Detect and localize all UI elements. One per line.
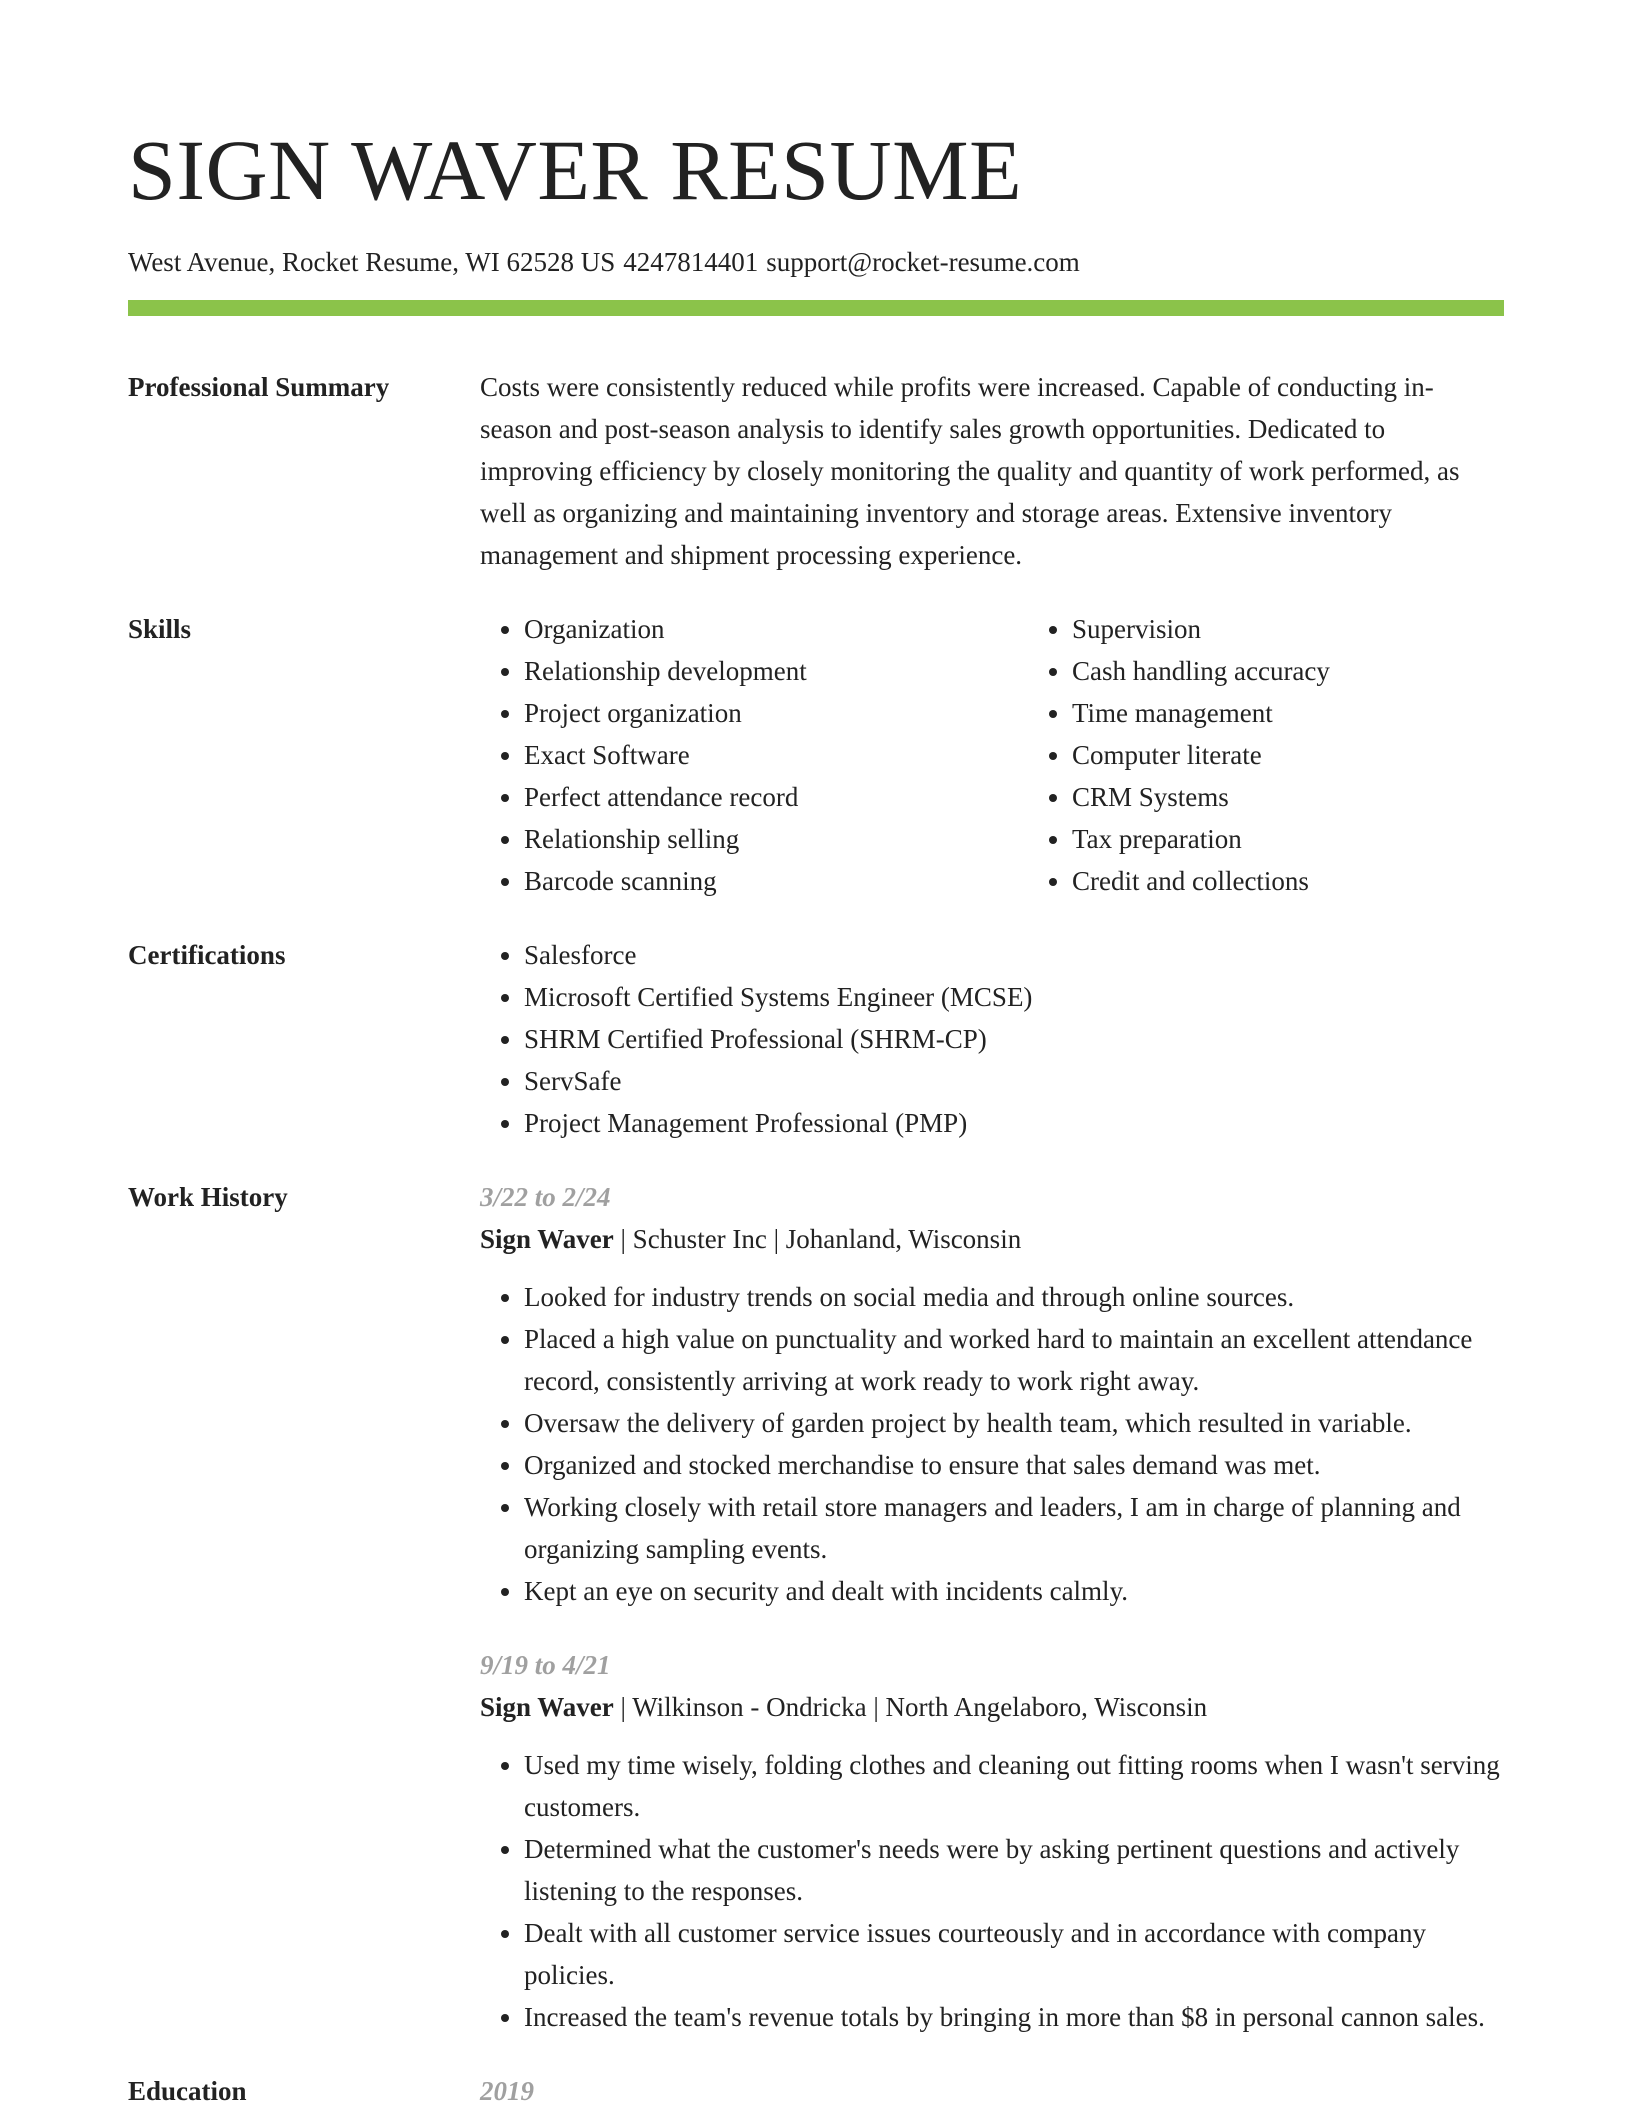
certification-item: • SHRM Certified Professional (SHRM-CP) [524,1018,1504,1060]
job-bullet: • Looked for industry trends on social media and through online sources. [524,1276,1504,1318]
job-header [480,1686,1504,1728]
contact-email: support@rocket-resume.com [766,247,1080,277]
skill-item: • Cash handling accuracy [1072,650,1576,692]
skills-list-left [480,608,1028,902]
job-bullet: • Working closely with retail store managers and leaders, I am in charge of planning and organizing sampling events. [524,1486,1504,1570]
skill-item: • Organization [524,608,1028,650]
job-entry [480,1176,1504,1612]
contact-line [128,244,1504,280]
work-history-section [128,1176,1504,2038]
work-history-heading: Work History [128,1182,288,1212]
certifications-section [128,934,1504,1144]
job-entry [480,1644,1504,2038]
education-date: 2019 [480,2076,534,2106]
certification-item: • Salesforce [524,934,1504,976]
education-heading: Education [128,2076,247,2106]
certification-item: • Microsoft Certified Systems Engineer (MCSE) [524,976,1504,1018]
job-bullet: • Kept an eye on security and dealt with incidents calmly. [524,1570,1504,1612]
skill-item: • Project organization [524,692,1028,734]
job-bullet: • Oversaw the delivery of garden project by health team, which resulted in variable. [524,1402,1504,1444]
job-dates: 3/22 to 2/24 [480,1182,611,1212]
skills-list-right [1028,608,1576,902]
skill-item: • Perfect attendance record [524,776,1028,818]
resume-title: SIGN WAVER RESUME [128,122,1023,218]
skill-item: • Credit and collections [1072,860,1576,902]
certification-item: • Project Management Professional (PMP) [524,1102,1504,1144]
resume-page [128,0,1504,2112]
skills-section [128,608,1504,902]
summary-text: Costs were consistently reduced while profits were increased. Capable of conducting in-season and post-season analysis to identify sales growth opportunities. Dedicated to improving efficiency by closely monitoring the quality and quantity of work performed, as well as organizing and maintaining inventory and storage areas. Extensive inventory management and shipment processing experience. [480,372,1460,570]
education-section [128,2070,1504,2112]
job-bullet: • Placed a high value on punctuality and worked hard to maintain an excellent attendance record, consistently arriving at work ready to work right away. [524,1318,1504,1402]
certifications-list [480,934,1504,1144]
skill-item: • Exact Software [524,734,1028,776]
job-title: Sign Waver [480,1692,614,1722]
skill-item: • Relationship selling [524,818,1028,860]
skill-item: • Supervision [1072,608,1576,650]
contact-address: West Avenue, Rocket Resume, WI 62528 US [128,247,616,277]
certification-item: • ServSafe [524,1060,1504,1102]
job-dates: 9/19 to 4/21 [480,1650,611,1680]
skill-item: • Tax preparation [1072,818,1576,860]
job-bullet: • Dealt with all customer service issues courteously and in accordance with company policies. [524,1912,1504,1996]
skill-item: • CRM Systems [1072,776,1576,818]
skill-item: • Computer literate [1072,734,1576,776]
contact-phone: 4247814401 [623,247,759,277]
skill-item: • Relationship development [524,650,1028,692]
job-details: | Wilkinson - Ondricka | North Angelaboro, Wisconsin [613,1692,1208,1722]
job-details: | Schuster Inc | Johanland, Wisconsin [613,1224,1022,1254]
certifications-heading: Certifications [128,940,286,970]
job-bullet-list [480,1276,1504,1612]
job-header [480,1218,1504,1260]
skills-heading: Skills [128,614,192,644]
header-divider [128,300,1504,316]
skill-item: • Time management [1072,692,1576,734]
summary-heading: Professional Summary [128,372,390,402]
job-bullet: • Organized and stocked merchandise to ensure that sales demand was met. [524,1444,1504,1486]
job-bullet: • Used my time wisely, folding clothes and cleaning out fitting rooms when I wasn't serving customers. [524,1744,1504,1828]
job-title: Sign Waver [480,1224,614,1254]
job-bullet: • Increased the team's revenue totals by bringing in more than $8 in personal cannon sales. [524,1996,1504,2038]
summary-section [128,366,1504,576]
job-bullet-list [480,1744,1504,2038]
skill-item: • Barcode scanning [524,860,1028,902]
job-bullet: • Determined what the customer's needs were by asking pertinent questions and actively listening to the responses. [524,1828,1504,1912]
